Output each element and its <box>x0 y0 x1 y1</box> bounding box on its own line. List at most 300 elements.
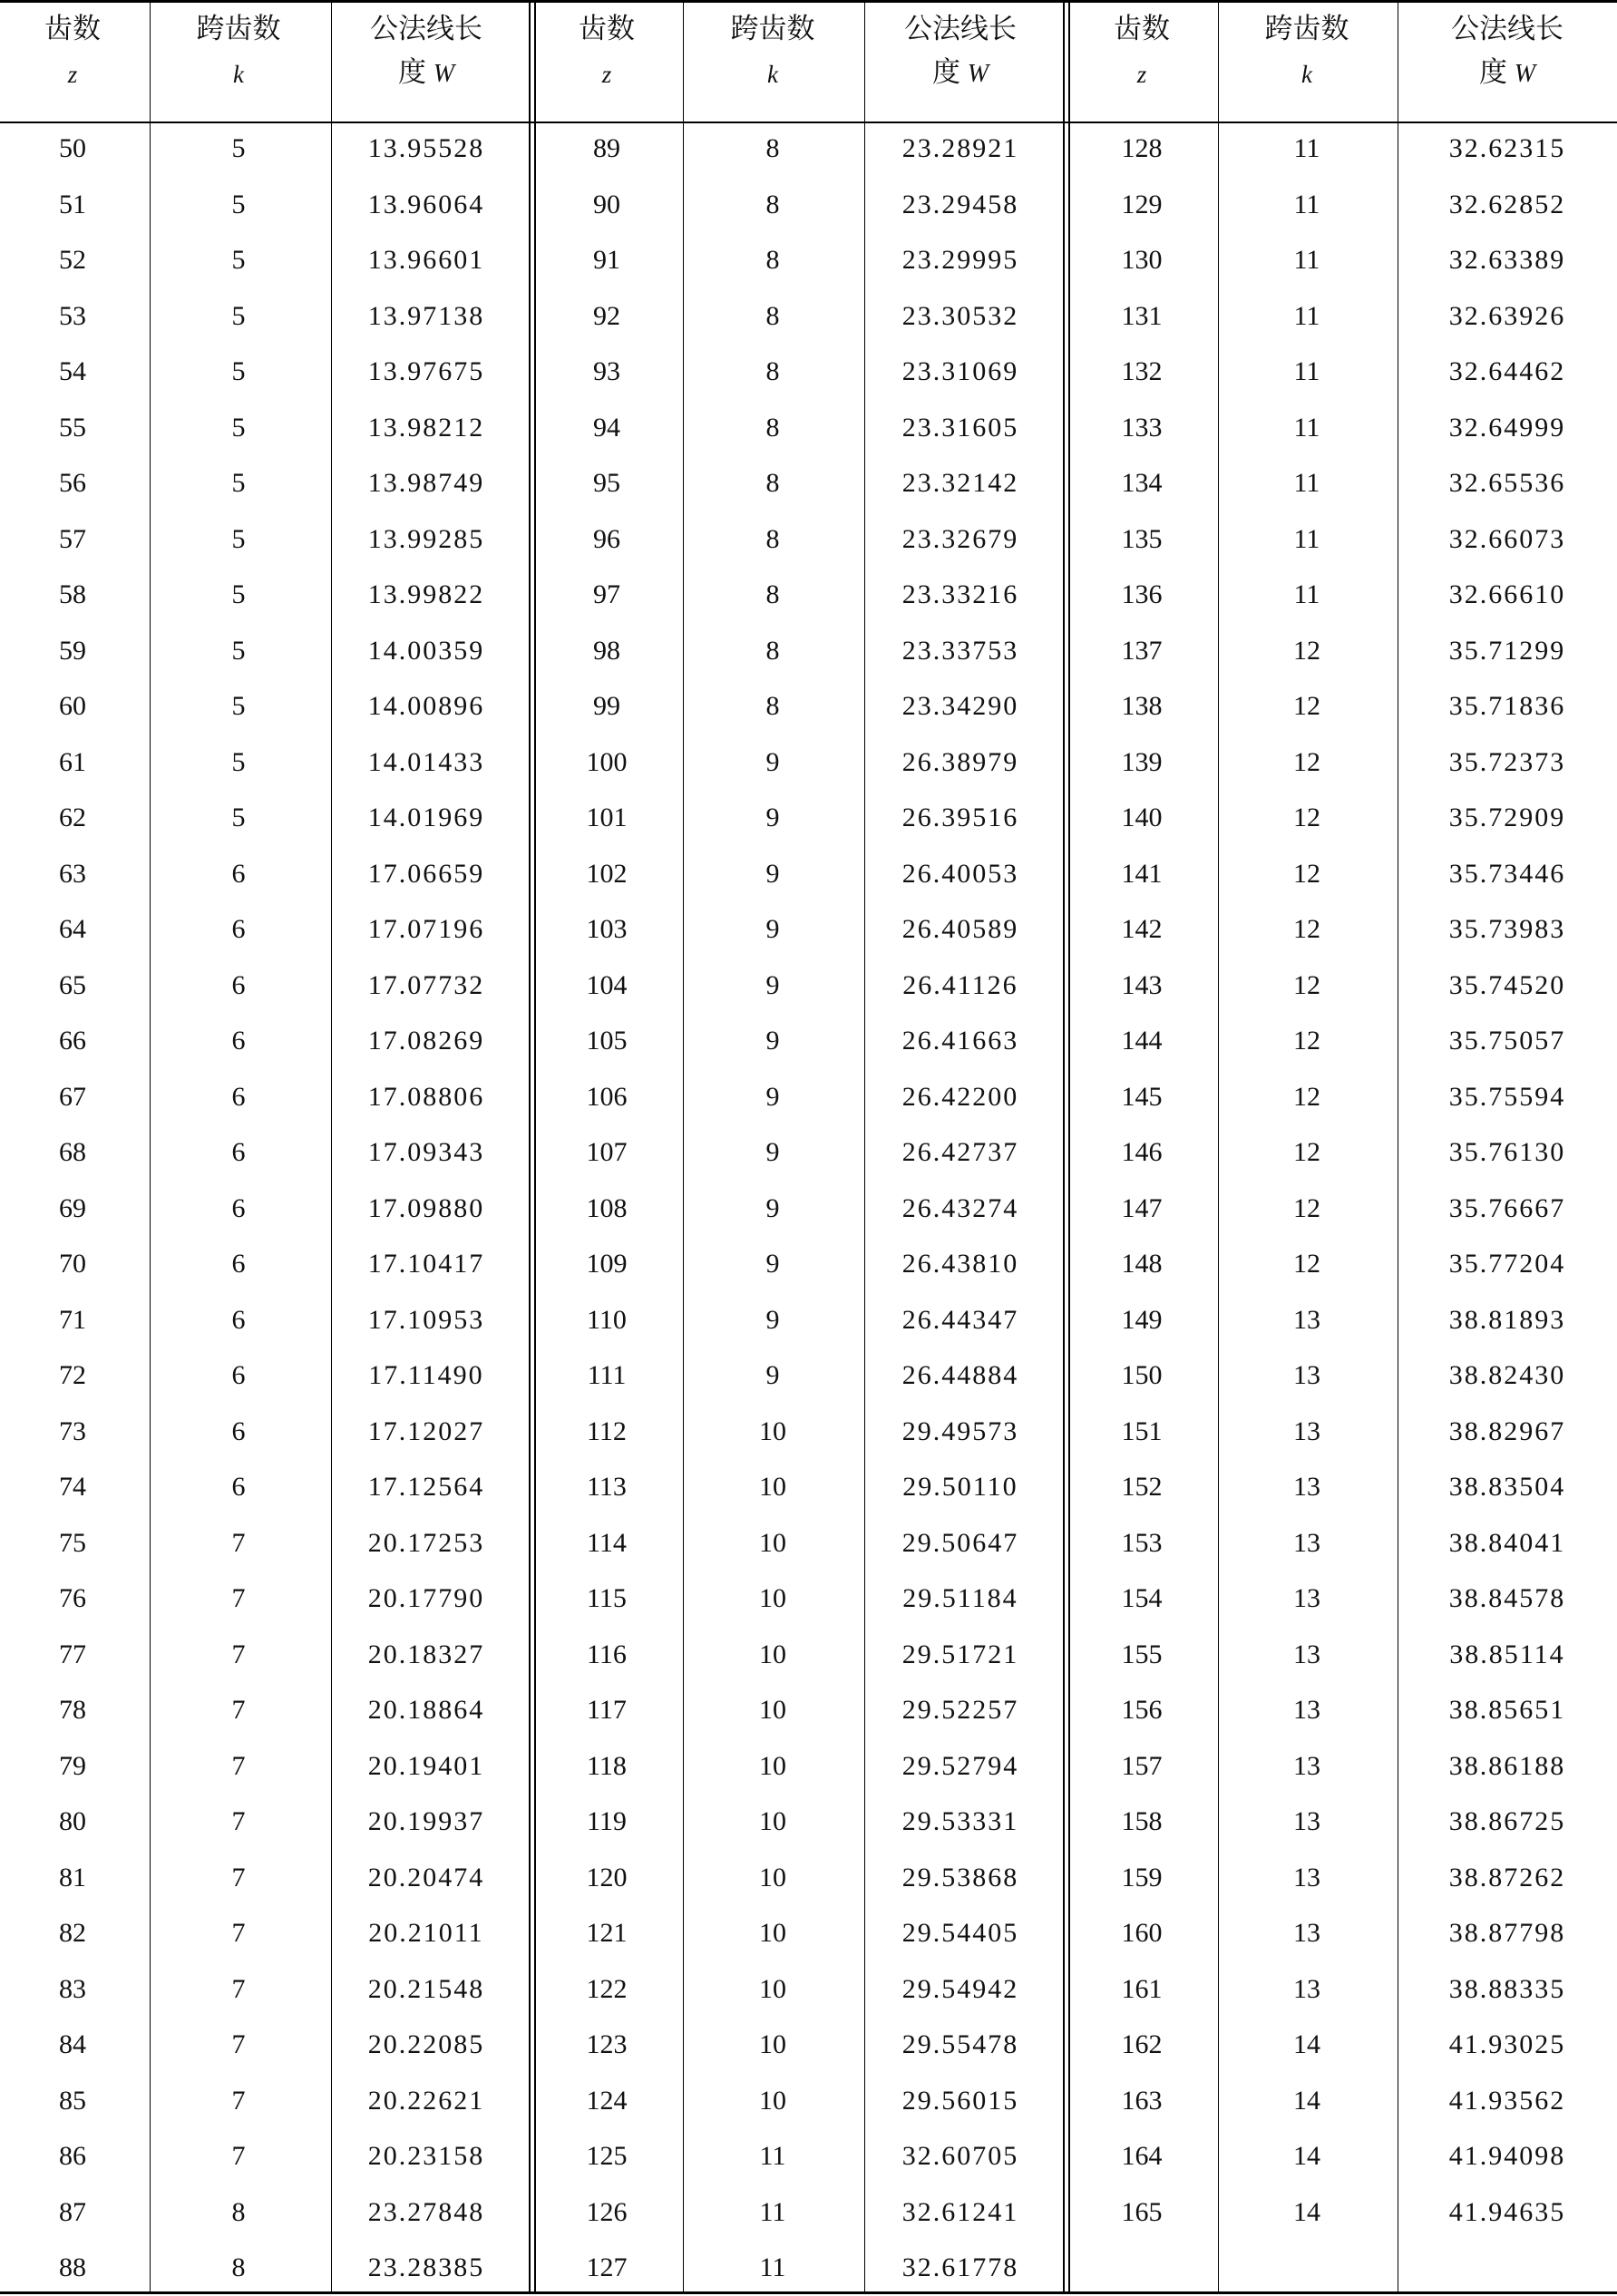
cell-base-tangent-length: 38.81893 <box>1448 1304 1566 1335</box>
cell-tooth-count: 84 <box>59 2029 86 2059</box>
header-symbol: z <box>601 61 612 88</box>
header-label: 齿数 <box>579 13 635 44</box>
cell-span-teeth: 10 <box>759 1806 786 1836</box>
bottom-rule <box>0 2291 1617 2294</box>
cell-span-teeth: 12 <box>1293 1249 1320 1279</box>
cell-base-tangent-length: 14.00896 <box>367 691 485 721</box>
cell-tooth-count: 123 <box>586 2029 628 2059</box>
cell-base-tangent-length: 13.98212 <box>367 412 485 443</box>
cell-tooth-count: 70 <box>59 1249 86 1279</box>
cell-tooth-count: 71 <box>59 1304 86 1335</box>
cell-base-tangent-length: 26.40589 <box>901 914 1019 944</box>
cell-tooth-count: 103 <box>586 914 628 944</box>
cell-base-tangent-length: 26.42737 <box>901 1137 1019 1167</box>
cell-span-teeth: 13 <box>1293 1360 1320 1390</box>
cell-tooth-count: 90 <box>593 189 620 219</box>
header-rule <box>0 122 1617 123</box>
cell-base-tangent-length: 20.22621 <box>367 2085 485 2116</box>
cell-span-teeth: 11 <box>1293 300 1320 331</box>
cell-span-teeth: 8 <box>765 579 780 609</box>
cell-base-tangent-length: 29.51721 <box>901 1639 1019 1669</box>
cell-tooth-count: 94 <box>593 412 620 443</box>
cell-tooth-count: 75 <box>59 1527 86 1558</box>
cell-tooth-count: 104 <box>586 969 628 1000</box>
cell-tooth-count: 118 <box>587 1750 627 1781</box>
cell-base-tangent-length: 32.61778 <box>901 2252 1019 2282</box>
cell-tooth-count: 152 <box>1121 1472 1163 1502</box>
cell-span-teeth: 9 <box>765 1137 780 1167</box>
cell-tooth-count: 86 <box>59 2141 86 2171</box>
cell-base-tangent-length: 32.62315 <box>1448 133 1566 163</box>
header-symbol: k <box>1301 61 1312 88</box>
cell-tooth-count: 107 <box>586 1137 628 1167</box>
cell-tooth-count: 105 <box>586 1026 628 1056</box>
cell-tooth-count: 126 <box>586 2196 628 2227</box>
cell-tooth-count: 124 <box>586 2085 628 2116</box>
cell-tooth-count: 99 <box>593 691 620 721</box>
cell-tooth-count: 162 <box>1121 2029 1163 2059</box>
cell-tooth-count: 144 <box>1121 1026 1163 1056</box>
cell-base-tangent-length: 13.97138 <box>367 300 485 331</box>
cell-span-teeth: 12 <box>1293 1192 1320 1223</box>
cell-span-teeth: 7 <box>231 1750 246 1781</box>
cell-base-tangent-length: 23.32679 <box>901 523 1019 554</box>
cell-base-tangent-length: 17.10417 <box>367 1249 485 1279</box>
cell-base-tangent-length: 32.65536 <box>1448 468 1566 498</box>
cell-tooth-count: 153 <box>1121 1527 1163 1558</box>
cell-span-teeth: 10 <box>759 1862 786 1892</box>
cell-base-tangent-length: 13.95528 <box>367 133 485 163</box>
cell-span-teeth: 8 <box>765 245 780 275</box>
cell-span-teeth: 13 <box>1293 1304 1320 1335</box>
cell-base-tangent-length: 13.99822 <box>367 579 485 609</box>
cell-tooth-count: 135 <box>1121 523 1163 554</box>
cell-tooth-count: 146 <box>1121 1137 1163 1167</box>
cell-span-teeth: 8 <box>765 691 780 721</box>
cell-tooth-count: 138 <box>1121 691 1163 721</box>
cell-span-teeth: 11 <box>1293 133 1320 163</box>
cell-span-teeth: 13 <box>1293 1750 1320 1781</box>
cell-span-teeth: 11 <box>1293 523 1320 554</box>
cell-base-tangent-length: 35.74520 <box>1448 969 1566 1000</box>
cell-span-teeth: 5 <box>231 468 246 498</box>
cell-base-tangent-length: 17.08806 <box>367 1081 485 1112</box>
cell-span-teeth: 13 <box>1293 1527 1320 1558</box>
cell-base-tangent-length: 26.44347 <box>901 1304 1019 1335</box>
header-span-teeth <box>673 9 872 92</box>
cell-tooth-count: 147 <box>1121 1192 1163 1223</box>
cell-tooth-count: 69 <box>59 1192 86 1223</box>
cell-base-tangent-length: 26.41663 <box>901 1026 1019 1056</box>
cell-tooth-count: 143 <box>1121 969 1163 1000</box>
cell-base-tangent-length: 26.42200 <box>901 1081 1019 1112</box>
cell-span-teeth: 5 <box>231 579 246 609</box>
cell-span-teeth: 8 <box>231 2196 246 2227</box>
cell-tooth-count: 122 <box>586 1973 628 2004</box>
cell-base-tangent-length: 29.52257 <box>901 1695 1019 1725</box>
cell-span-teeth: 13 <box>1293 1695 1320 1725</box>
cell-span-teeth: 7 <box>231 1583 246 1613</box>
header-symbol-line <box>861 53 1060 92</box>
cell-base-tangent-length: 29.51184 <box>902 1583 1018 1613</box>
cell-tooth-count: 72 <box>59 1360 86 1390</box>
cell-base-tangent-length: 20.19401 <box>367 1750 485 1781</box>
cell-span-teeth: 6 <box>231 1416 246 1446</box>
cell-span-teeth: 12 <box>1293 1081 1320 1112</box>
cell-span-teeth: 5 <box>231 746 246 777</box>
cell-span-teeth: 13 <box>1293 1973 1320 2004</box>
cell-tooth-count: 63 <box>59 858 86 889</box>
header-symbol: k <box>767 61 778 88</box>
cell-span-teeth: 8 <box>231 2252 246 2282</box>
cell-base-tangent-length: 32.60705 <box>901 2141 1019 2171</box>
cell-span-teeth: 5 <box>231 412 246 443</box>
cell-base-tangent-length: 14.00359 <box>367 635 485 666</box>
cell-tooth-count: 95 <box>593 468 620 498</box>
cell-tooth-count: 134 <box>1121 468 1163 498</box>
cell-span-teeth: 7 <box>231 1695 246 1725</box>
cell-span-teeth: 13 <box>1293 1583 1320 1613</box>
cell-base-tangent-length: 20.20474 <box>367 1862 485 1892</box>
header-symbol: W <box>1514 60 1536 88</box>
cell-tooth-count: 57 <box>59 523 86 554</box>
cell-tooth-count: 60 <box>59 691 86 721</box>
cell-base-tangent-length: 13.98749 <box>367 468 485 498</box>
header-symbol: z <box>1136 61 1147 88</box>
cell-span-teeth: 6 <box>231 858 246 889</box>
cell-tooth-count: 145 <box>1121 1081 1163 1112</box>
cell-tooth-count: 58 <box>59 579 86 609</box>
cell-base-tangent-length: 32.61241 <box>901 2196 1019 2227</box>
cell-span-teeth: 8 <box>765 133 780 163</box>
cell-span-teeth: 5 <box>231 691 246 721</box>
cell-span-teeth: 6 <box>231 1304 246 1335</box>
cell-base-tangent-length: 20.21011 <box>368 1918 484 1948</box>
cell-base-tangent-length: 29.55478 <box>901 2029 1019 2059</box>
cell-base-tangent-length: 32.63389 <box>1448 245 1566 275</box>
header-symbol: W <box>433 60 455 88</box>
cell-span-teeth: 12 <box>1293 746 1320 777</box>
cell-tooth-count: 156 <box>1121 1695 1163 1725</box>
header-base-tangent-length <box>326 9 526 92</box>
cell-tooth-count: 140 <box>1121 803 1163 832</box>
cell-tooth-count: 51 <box>59 189 86 219</box>
cell-span-teeth: 9 <box>765 1192 780 1223</box>
cell-tooth-count: 106 <box>586 1081 628 1112</box>
cell-tooth-count: 62 <box>59 803 86 832</box>
cell-tooth-count: 109 <box>586 1249 628 1279</box>
cell-span-teeth: 5 <box>231 245 246 275</box>
cell-base-tangent-length: 17.09343 <box>367 1137 485 1167</box>
cell-base-tangent-length: 35.72373 <box>1448 746 1566 777</box>
cell-span-teeth: 6 <box>231 1192 246 1223</box>
cell-span-teeth: 11 <box>759 2196 786 2227</box>
cell-base-tangent-length: 17.10953 <box>367 1304 485 1335</box>
cell-tooth-count: 125 <box>586 2141 628 2171</box>
header-label: 公法线长 <box>370 13 482 44</box>
cell-tooth-count: 116 <box>587 1639 627 1669</box>
cell-base-tangent-length: 23.33216 <box>901 579 1019 609</box>
cell-base-tangent-length: 35.71299 <box>1448 635 1566 666</box>
cell-base-tangent-length: 29.52794 <box>901 1750 1019 1781</box>
cell-span-teeth: 9 <box>765 1360 780 1390</box>
cell-base-tangent-length: 35.76130 <box>1448 1137 1566 1167</box>
cell-base-tangent-length: 26.39516 <box>901 803 1019 832</box>
cell-span-teeth: 6 <box>231 914 246 944</box>
cell-tooth-count: 68 <box>59 1137 86 1167</box>
header-label: 跨齿数 <box>196 13 281 44</box>
cell-span-teeth: 13 <box>1293 1472 1320 1502</box>
cell-span-teeth: 5 <box>231 803 246 832</box>
cell-span-teeth: 12 <box>1293 1026 1320 1056</box>
cell-tooth-count: 93 <box>593 356 620 386</box>
cell-span-teeth: 9 <box>765 1026 780 1056</box>
cell-span-teeth: 7 <box>231 2141 246 2171</box>
cell-span-teeth: 11 <box>1293 356 1320 386</box>
cell-base-tangent-length: 23.29995 <box>901 245 1019 275</box>
cell-span-teeth: 7 <box>231 1806 246 1836</box>
cell-base-tangent-length: 35.75057 <box>1448 1026 1566 1056</box>
header-span-teeth <box>1207 9 1407 92</box>
cell-span-teeth: 10 <box>759 2085 786 2116</box>
cell-span-teeth: 13 <box>1293 1862 1320 1892</box>
cell-tooth-count: 139 <box>1121 746 1163 777</box>
header-base-tangent-length <box>1408 9 1607 92</box>
cell-tooth-count: 110 <box>587 1304 627 1335</box>
cell-tooth-count: 56 <box>59 468 86 498</box>
cell-tooth-count: 78 <box>59 1695 86 1725</box>
cell-span-teeth: 8 <box>765 412 780 443</box>
header-label: 跨齿数 <box>730 13 815 44</box>
cell-span-teeth: 5 <box>231 133 246 163</box>
cell-base-tangent-length: 17.08269 <box>367 1026 485 1056</box>
cell-span-teeth: 11 <box>759 2252 786 2282</box>
cell-span-teeth: 7 <box>231 1973 246 2004</box>
cell-span-teeth: 11 <box>759 2141 786 2171</box>
header-span-teeth <box>139 9 338 92</box>
cell-tooth-count: 66 <box>59 1026 86 1056</box>
cell-tooth-count: 73 <box>59 1416 86 1446</box>
cell-span-teeth: 5 <box>231 635 246 666</box>
cell-base-tangent-length: 23.33753 <box>901 635 1019 666</box>
cell-base-tangent-length: 32.66073 <box>1448 523 1566 554</box>
header-symbol: z <box>67 61 78 88</box>
cell-base-tangent-length: 26.43810 <box>901 1249 1019 1279</box>
cell-base-tangent-length: 41.93562 <box>1448 2085 1566 2116</box>
cell-base-tangent-length: 38.87798 <box>1448 1918 1566 1948</box>
cell-span-teeth: 13 <box>1293 1416 1320 1446</box>
header-label: 齿数 <box>1114 13 1170 44</box>
cell-tooth-count: 61 <box>59 746 86 777</box>
cell-span-teeth: 7 <box>231 1862 246 1892</box>
cell-base-tangent-length: 26.38979 <box>901 746 1019 777</box>
cell-span-teeth: 11 <box>1293 245 1320 275</box>
cell-span-teeth: 6 <box>231 1026 246 1056</box>
cell-base-tangent-length: 26.44884 <box>901 1360 1019 1390</box>
cell-span-teeth: 6 <box>231 969 246 1000</box>
cell-tooth-count: 164 <box>1121 2141 1163 2171</box>
cell-span-teeth: 11 <box>1293 412 1320 443</box>
cell-base-tangent-length: 20.17253 <box>367 1527 485 1558</box>
cell-span-teeth: 10 <box>759 1472 786 1502</box>
cell-base-tangent-length: 32.64999 <box>1448 412 1566 443</box>
cell-tooth-count: 117 <box>587 1695 627 1725</box>
cell-span-teeth: 10 <box>759 1918 786 1948</box>
cell-base-tangent-length: 23.31069 <box>901 356 1019 386</box>
cell-tooth-count: 131 <box>1121 300 1163 331</box>
cell-base-tangent-length: 20.21548 <box>367 1973 485 2004</box>
cell-tooth-count: 119 <box>587 1806 627 1836</box>
cell-tooth-count: 165 <box>1121 2196 1163 2227</box>
cell-span-teeth: 9 <box>765 1249 780 1279</box>
cell-base-tangent-length: 38.85114 <box>1449 1639 1565 1669</box>
cell-span-teeth: 9 <box>765 969 780 1000</box>
cell-tooth-count: 129 <box>1121 189 1163 219</box>
cell-span-teeth: 8 <box>765 635 780 666</box>
cell-tooth-count: 50 <box>59 133 86 163</box>
cell-tooth-count: 127 <box>586 2252 628 2282</box>
cell-tooth-count: 108 <box>586 1192 628 1223</box>
cell-span-teeth: 9 <box>765 914 780 944</box>
cell-span-teeth: 7 <box>231 2085 246 2116</box>
cell-span-teeth: 10 <box>759 1639 786 1669</box>
cell-span-teeth: 13 <box>1293 1639 1320 1669</box>
cell-base-tangent-length: 38.85651 <box>1448 1695 1566 1725</box>
cell-base-tangent-length: 35.73983 <box>1448 914 1566 944</box>
cell-base-tangent-length: 35.72909 <box>1448 803 1566 832</box>
header-label-cont: 度 <box>1478 56 1507 88</box>
cell-base-tangent-length: 23.32142 <box>901 468 1019 498</box>
cell-tooth-count: 91 <box>593 245 620 275</box>
cell-tooth-count: 163 <box>1121 2085 1163 2116</box>
header-symbol: k <box>233 61 244 88</box>
cell-span-teeth: 12 <box>1293 691 1320 721</box>
cell-base-tangent-length: 17.09880 <box>367 1192 485 1223</box>
cell-base-tangent-length: 38.82430 <box>1448 1360 1566 1390</box>
cell-base-tangent-length: 20.17790 <box>367 1583 485 1613</box>
cell-tooth-count: 142 <box>1121 914 1163 944</box>
cell-base-tangent-length: 29.53868 <box>901 1862 1019 1892</box>
cell-tooth-count: 159 <box>1121 1862 1163 1892</box>
cell-tooth-count: 64 <box>59 914 86 944</box>
cell-tooth-count: 157 <box>1121 1750 1163 1781</box>
cell-tooth-count: 59 <box>59 635 86 666</box>
cell-span-teeth: 7 <box>231 2029 246 2059</box>
cell-tooth-count: 133 <box>1121 412 1163 443</box>
cell-span-teeth: 7 <box>231 1918 246 1948</box>
cell-base-tangent-length: 17.06659 <box>367 858 485 889</box>
header-label: 公法线长 <box>1451 13 1563 44</box>
cell-tooth-count: 88 <box>59 2252 86 2282</box>
cell-span-teeth: 14 <box>1293 2029 1320 2059</box>
cell-span-teeth: 8 <box>765 356 780 386</box>
cell-base-tangent-length: 35.75594 <box>1448 1081 1566 1112</box>
cell-tooth-count: 151 <box>1121 1416 1163 1446</box>
cell-span-teeth: 12 <box>1293 635 1320 666</box>
cell-base-tangent-length: 32.66610 <box>1448 579 1566 609</box>
cell-span-teeth: 12 <box>1293 803 1320 832</box>
cell-span-teeth: 9 <box>765 1304 780 1335</box>
cell-tooth-count: 76 <box>59 1583 86 1613</box>
cell-tooth-count: 102 <box>586 858 628 889</box>
cell-base-tangent-length: 26.43274 <box>901 1192 1019 1223</box>
cell-base-tangent-length: 13.96601 <box>367 245 485 275</box>
cell-tooth-count: 67 <box>59 1081 86 1112</box>
cell-base-tangent-length: 29.54942 <box>901 1973 1019 2004</box>
cell-base-tangent-length: 38.86188 <box>1448 1750 1566 1781</box>
cell-base-tangent-length: 41.93025 <box>1448 2029 1566 2059</box>
cell-tooth-count: 128 <box>1121 133 1163 163</box>
cell-base-tangent-length: 29.49573 <box>901 1416 1019 1446</box>
cell-tooth-count: 52 <box>59 245 86 275</box>
cell-base-tangent-length: 41.94098 <box>1448 2141 1566 2171</box>
cell-tooth-count: 81 <box>59 1862 86 1892</box>
cell-base-tangent-length: 32.64462 <box>1448 356 1566 386</box>
header-base-tangent-length <box>861 9 1060 92</box>
cell-span-teeth: 11 <box>1293 468 1320 498</box>
cell-base-tangent-length: 35.73446 <box>1448 858 1566 889</box>
cell-span-teeth: 10 <box>759 1527 786 1558</box>
cell-base-tangent-length: 23.29458 <box>901 189 1019 219</box>
cell-base-tangent-length: 38.84041 <box>1448 1527 1566 1558</box>
header-label: 跨齿数 <box>1264 13 1349 44</box>
cell-tooth-count: 74 <box>59 1472 86 1502</box>
cell-tooth-count: 111 <box>587 1360 627 1390</box>
cell-tooth-count: 65 <box>59 969 86 1000</box>
cell-span-teeth: 14 <box>1293 2141 1320 2171</box>
cell-tooth-count: 113 <box>587 1472 627 1502</box>
cell-tooth-count: 130 <box>1121 245 1163 275</box>
cell-span-teeth: 6 <box>231 1249 246 1279</box>
cell-span-teeth: 8 <box>765 189 780 219</box>
cell-base-tangent-length: 17.12564 <box>367 1472 485 1502</box>
cell-span-teeth: 9 <box>765 746 780 777</box>
cell-base-tangent-length: 20.18864 <box>367 1695 485 1725</box>
column-divider <box>864 0 865 2291</box>
cell-tooth-count: 148 <box>1121 1249 1163 1279</box>
cell-tooth-count: 120 <box>586 1862 628 1892</box>
cell-base-tangent-length: 14.01969 <box>367 803 485 832</box>
top-rule <box>0 0 1617 3</box>
cell-base-tangent-length: 32.63926 <box>1448 300 1566 331</box>
cell-span-teeth: 11 <box>1293 579 1320 609</box>
cell-span-teeth: 12 <box>1293 914 1320 944</box>
header-label: 公法线长 <box>904 13 1017 44</box>
cell-base-tangent-length: 13.99285 <box>367 523 485 554</box>
cell-tooth-count: 87 <box>59 2196 86 2227</box>
cell-tooth-count: 114 <box>587 1527 627 1558</box>
cell-span-teeth: 10 <box>759 1416 786 1446</box>
cell-tooth-count: 121 <box>586 1918 628 1948</box>
cell-base-tangent-length: 23.30532 <box>901 300 1019 331</box>
cell-tooth-count: 85 <box>59 2085 86 2116</box>
cell-tooth-count: 77 <box>59 1639 86 1669</box>
cell-span-teeth: 5 <box>231 189 246 219</box>
cell-span-teeth: 6 <box>231 1360 246 1390</box>
cell-base-tangent-length: 38.87262 <box>1448 1862 1566 1892</box>
cell-base-tangent-length: 17.11490 <box>368 1360 484 1390</box>
header-label-cont: 度 <box>931 56 960 88</box>
cell-span-teeth: 5 <box>231 356 246 386</box>
cell-span-teeth: 7 <box>231 1639 246 1669</box>
cell-span-teeth: 10 <box>759 1750 786 1781</box>
cell-tooth-count: 53 <box>59 300 86 331</box>
cell-base-tangent-length: 41.94635 <box>1448 2196 1566 2227</box>
cell-base-tangent-length: 23.28385 <box>367 2252 485 2282</box>
cell-span-teeth: 12 <box>1293 858 1320 889</box>
cell-tooth-count: 158 <box>1121 1806 1163 1836</box>
cell-span-teeth: 13 <box>1293 1806 1320 1836</box>
